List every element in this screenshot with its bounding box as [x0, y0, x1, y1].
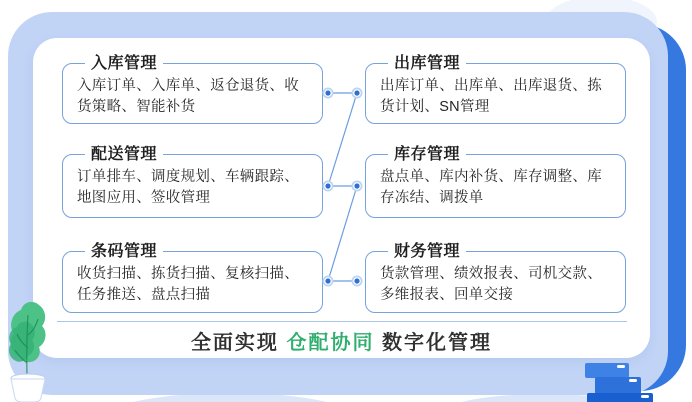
module-box-inbound — [62, 55, 323, 124]
module-items-finance: 货款管理、绩效报表、司机交款、多维报表、回单交接 — [380, 266, 602, 303]
module-items-barcode: 收货扫描、拣货扫描、复核扫描、任务推送、盘点扫描 — [77, 266, 299, 303]
module-box-delivery — [62, 146, 323, 218]
caption-highlight: 仓配协同 — [286, 332, 375, 354]
module-items-delivery: 订单排车、调度规划、车辆跟踪、地图应用、签收管理 — [77, 169, 299, 206]
caption — [33, 330, 650, 356]
caption-suffix: 数字化管理 — [374, 332, 493, 354]
module-box-finance — [365, 243, 626, 313]
module-box-inventory — [365, 146, 626, 218]
module-title-inventory: 库存管理 — [388, 145, 466, 165]
module-items-outbound: 出库订单、出库单、出库退货、拣货计划、SN管理 — [380, 78, 602, 115]
module-title-delivery: 配送管理 — [85, 145, 163, 165]
module-title-barcode: 条码管理 — [85, 242, 163, 262]
module-title-inbound: 入库管理 — [85, 54, 163, 74]
caption-prefix: 全面实现 — [190, 332, 287, 354]
module-title-outbound: 出库管理 — [388, 54, 466, 74]
module-box-barcode — [62, 243, 323, 313]
caption-divider — [57, 321, 627, 322]
module-box-outbound — [365, 55, 626, 124]
module-items-inventory: 盘点单、库内补货、库存调整、库存冻结、调拨单 — [380, 169, 602, 206]
module-title-finance: 财务管理 — [388, 242, 466, 262]
plant-icon — [0, 293, 60, 402]
bottom-deco-ellipse-right — [445, 394, 645, 402]
block-dash — [641, 395, 649, 398]
module-items-inbound: 入库订单、入库单、返仓退货、收货策略、智能补货 — [77, 78, 299, 115]
